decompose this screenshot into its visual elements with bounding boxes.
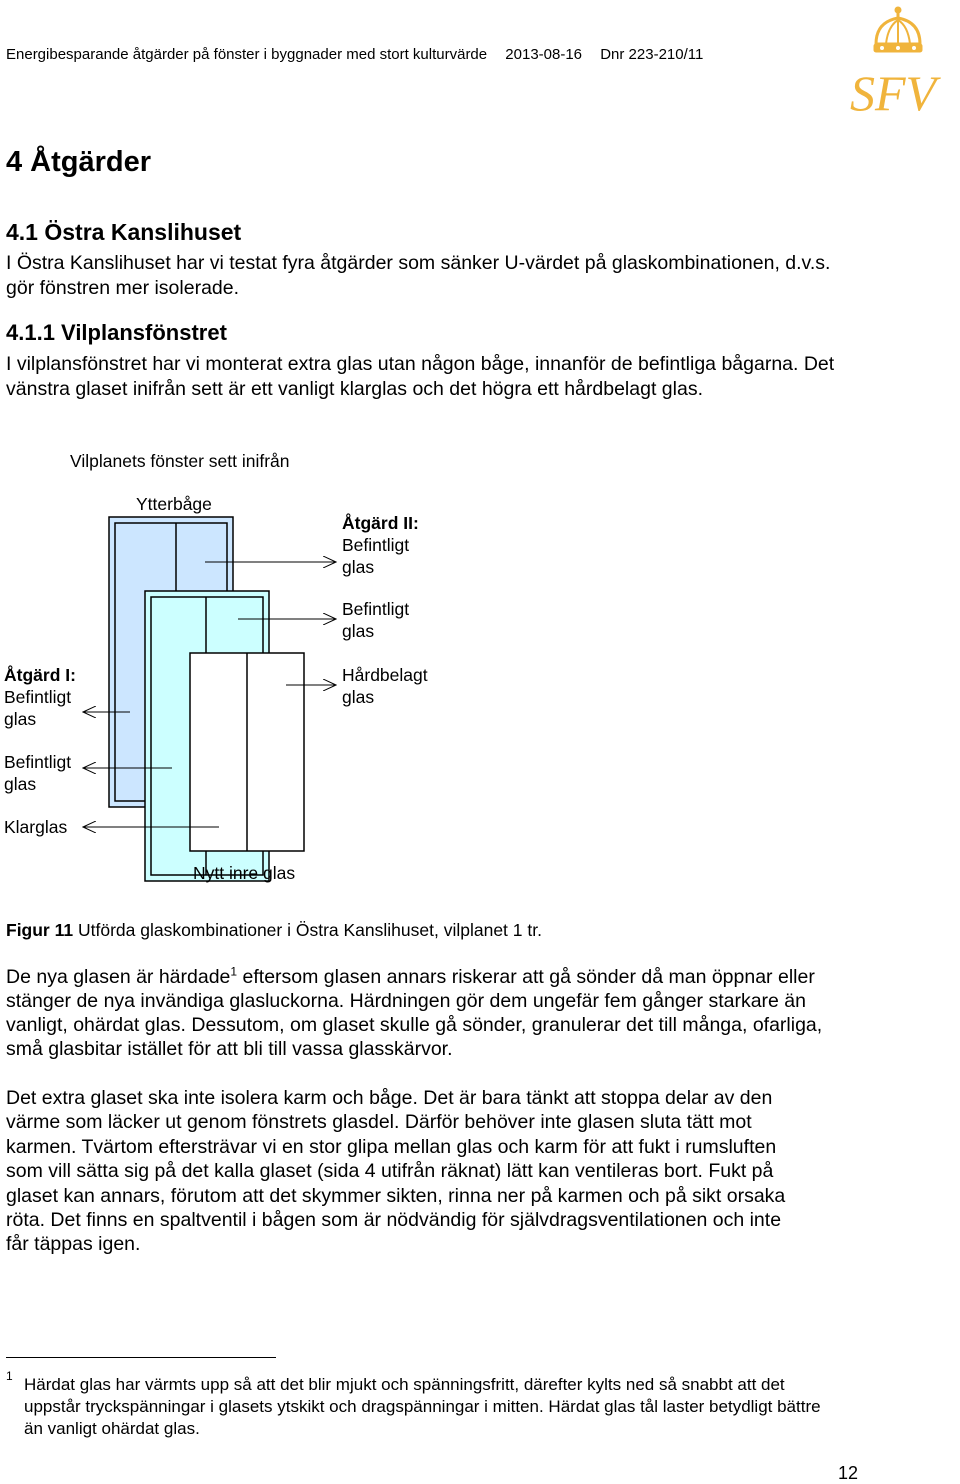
footnote-number: 1 bbox=[6, 1369, 13, 1383]
label-hardbelagt bbox=[342, 664, 428, 708]
label-befintligt-left bbox=[4, 751, 71, 795]
label-atgard1-head: Åtgärd I: bbox=[4, 665, 76, 685]
footnote-text: Härdat glas har värmts upp så att det blir mjukt och spänningsfritt, därefter kylts ned så snabbt att det uppstår tryckspänningar i glasets ytskikt och dragspänningar i mitten. Härdat glas tål laster betydligt bättre än vanligt ohärdat glas. bbox=[24, 1375, 821, 1438]
window-diagram bbox=[0, 480, 960, 900]
label-befintligt-left-l2: glas bbox=[4, 774, 37, 794]
caption-label: Figur 11 bbox=[6, 920, 74, 940]
label-hardbelagt-l1: Hårdbelagt bbox=[342, 665, 428, 685]
header-date: 2013-08-16 bbox=[505, 46, 583, 63]
heading-2: 4.1 Östra Kanslihuset bbox=[6, 219, 242, 245]
heading-3: 4.1.1 Vilplansfönstret bbox=[6, 320, 227, 345]
body-paragraph-2: Det extra glaset ska inte isolera karm och båge. Det är bara tänkt att stoppa delar av den värme som läcker ut genom fönstrets glasdel. Därför behöver inte glasen sluta tätt mot karmen. Tvärtom eftersträvar vi en stor glipa mellan glas och karm för att fukt i rumsluften som vill sätta sig på det kalla glaset (sida 4 utifrån räknat) lätt kan ventileras bort. Fukt på glaset kan annars, förutom att det skymmer sikten, rinna ner på karmen och på sikt orsaka röta. Det finns en spaltventil i bågen som är nödvändig för självdragsventilationen och inte får täppas igen. bbox=[6, 1087, 786, 1256]
header-dnr: Dnr 223-210/11 bbox=[600, 46, 704, 63]
heading-1: 4 Åtgärder bbox=[6, 146, 152, 178]
label-atgard2-l2: glas bbox=[342, 557, 375, 577]
body-p1-part-a: De nya glasen är härdade bbox=[6, 966, 231, 988]
page-number: 12 bbox=[838, 1463, 859, 1483]
crown-sfv-logo bbox=[846, 4, 958, 116]
label-befintligt-left-l1: Befintligt bbox=[4, 752, 72, 772]
label-befintligt-right-l2: glas bbox=[342, 621, 375, 641]
footnote-separator bbox=[6, 1357, 276, 1358]
label-atgard2-head: Åtgärd II: bbox=[342, 513, 419, 533]
label-nytt-inre-glas: Nytt inre glas bbox=[193, 863, 296, 883]
label-hardbelagt-l2: glas bbox=[342, 687, 375, 707]
page-header bbox=[6, 46, 717, 63]
label-befintligt-right bbox=[342, 598, 409, 642]
svg-text:SFV: SFV bbox=[850, 65, 937, 116]
label-ytterbage: Ytterbåge bbox=[136, 494, 212, 514]
label-klarglas: Klarglas bbox=[4, 817, 68, 837]
label-atgard1-l2: glas bbox=[4, 709, 37, 729]
new-inner-glass bbox=[190, 653, 304, 851]
figure-title: Vilplanets fönster sett inifrån bbox=[70, 451, 290, 471]
body-paragraph-1 bbox=[6, 965, 846, 1061]
label-atgard1-l1: Befintligt bbox=[4, 687, 72, 707]
body-p1-part-b: eftersom glasen annars riskerar att gå sönder då man öppnar eller stänger de nya invändiga glasluckorna. Härdningen gör dem ungefär fem gånger starkare än vanligt, ohärdat glas. Dessutom, om glaset skulle gå sönder, granulerar det till många, ofarliga, små glasbitar istället för att bli till vassa glasskärvor. bbox=[6, 966, 823, 1060]
footnote-ref[interactable]: 1 bbox=[230, 964, 238, 979]
intro-paragraph: I Östra Kanslihuset har vi testat fyra åtgärder som sänker U-värdet på glaskombinationen, d.v.s. gör fönstren mer isolerade. bbox=[6, 252, 831, 299]
label-atgard2 bbox=[342, 512, 419, 578]
label-atgard2-l1: Befintligt bbox=[342, 535, 410, 555]
vilplan-paragraph: I vilplansfönstret har vi monterat extra glas utan någon båge, innanför de befintliga bågarna. Det vänstra glaset inifrån sett är ett vanligt klarglas och det högra ett hårdbelagt glas. bbox=[6, 353, 835, 400]
header-title: Energibesparande åtgärder på fönster i byggnader med stort kulturvärde bbox=[6, 46, 488, 63]
figure-caption bbox=[6, 920, 542, 941]
label-atgard1 bbox=[4, 664, 76, 730]
label-befintligt-right-l1: Befintligt bbox=[342, 599, 410, 619]
caption-text: Utförda glaskombinationer i Östra Kanslihuset, vilplanet 1 tr. bbox=[73, 920, 542, 940]
